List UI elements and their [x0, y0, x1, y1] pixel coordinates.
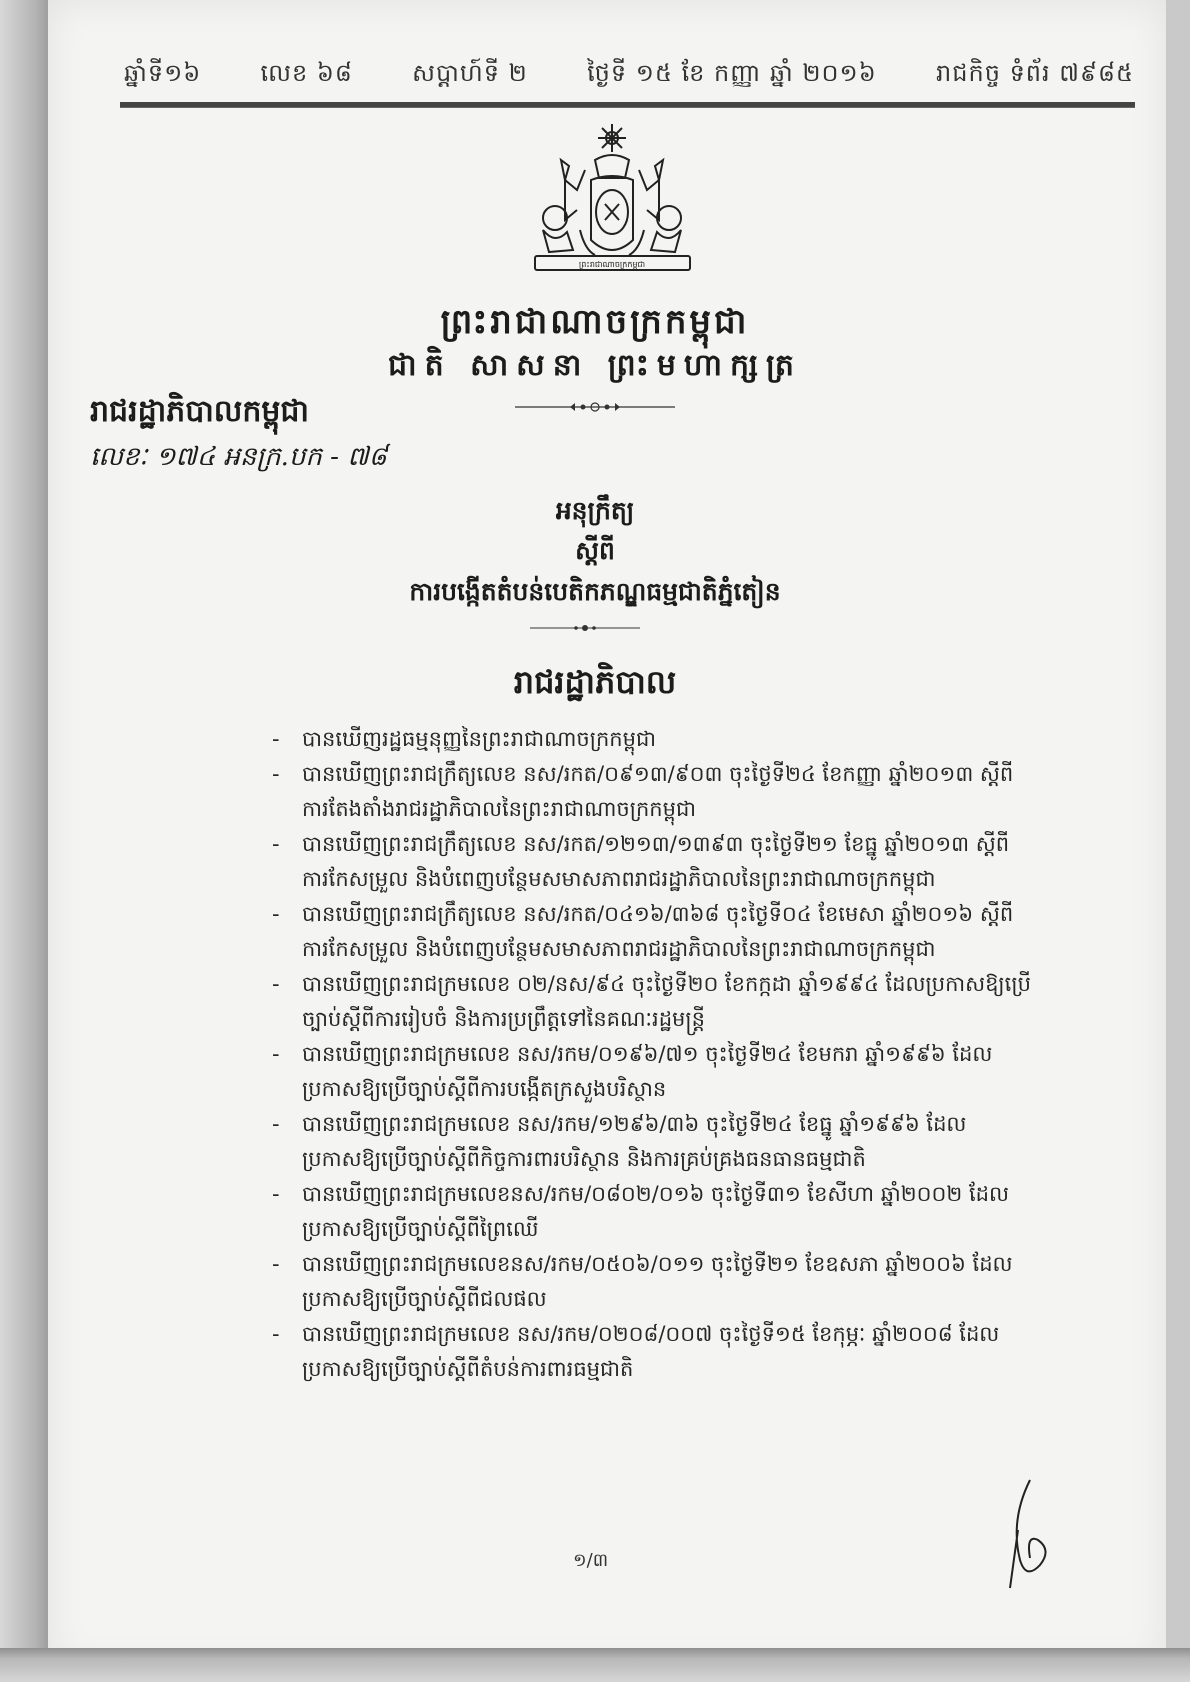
list-item: - បានឃើញព្រះរាជក្រមលេខ នស/រកម/០១៩៦/៧១ ចុះថ្ងៃទី២៤ ខែមករា ឆ្នាំ១៩៩៦ ដែលប្រកាសឱ្យប្រើច្បាប់ស្តីពីការបង្កើតក្រសួងបរិស្ថាន — [272, 1037, 1032, 1107]
list-item: - បានឃើញព្រះរាជក្រមលេខ ០២/នស/៩៤ ចុះថ្ងៃទី២០ ខែកក្កដា ឆ្នាំ១៩៩៤ ដែលប្រកាសឱ្យប្រើច្បាប់ស្តីពីការរៀបចំ និងការប្រព្រឹត្តទៅនៃគណៈរដ្ឋមន្ត្រី — [272, 967, 1032, 1037]
government-title-left: រាជរដ្ឋាភិបាលកម្ពុជា — [90, 394, 309, 429]
crest-ribbon-text: ព្រះរាជាណាចក្រកម្ពុជា — [578, 260, 646, 269]
list-item: - បានឃើញព្រះរាជក្រឹត្យលេខ នស/រកត/០៩១៣/៩០៣ ចុះថ្ងៃទី២៤ ខែកញ្ញា ឆ្នាំ២០១៣ ស្តីពីការតែងតាំងរាជរដ្ឋាភិបាលនៃព្រះរាជាណាចក្រកម្ពុជា — [272, 757, 1032, 827]
list-item: - បានឃើញរដ្ឋធម្មនុញ្ញនៃព្រះរាជាណាចក្រកម្ពុជា — [272, 722, 1032, 757]
list-item: - បានឃើញព្រះរាជក្រមលេខ នស/រកម/១២៩៦/៣៦ ចុះថ្ងៃទី២៤ ខែធ្នូ ឆ្នាំ១៩៩៦ ដែលប្រកាសឱ្យប្រើច្បាប់ស្តីពីកិច្ចការពារបរិស្ថាន និងការគ្រប់គ្រងធនធានធម្មជាតិ — [272, 1107, 1032, 1177]
list-item: - បានឃើញព្រះរាជក្រមលេខ នស/រកម/០២០៨/០០៧ ចុះថ្ងៃទី១៥ ខែកុម្ភៈ ឆ្នាំ២០០៨ ដែលប្រកាសឱ្យប្រើច្បាប់ស្តីពីតំបន់ការពារធម្មជាតិ — [272, 1317, 1032, 1387]
list-item: - បានឃើញព្រះរាជក្រឹត្យលេខ នស/រកត/០៤១៦/៣៦៨ ចុះថ្ងៃទី០៤ ខែមេសា ឆ្នាំ២០១៦ ស្តីពីការកែសម្រួល និងបំពេញបន្ថែមសមាសភាពរាជរដ្ឋាភិបាលនៃព្រះរាជាណាចក្រកម្ពុជា — [272, 897, 1032, 967]
list-item: - បានឃើញព្រះរាជក្រឹត្យលេខ នស/រកត/១២១៣/១៣៩៣ ចុះថ្ងៃទី២១ ខែធ្នូ ឆ្នាំ២០១៣ ស្តីពីការកែសម្រួល និងបំពេញបន្ថែមសមាសភាពរាជរដ្ឋាភិបាលនៃព្រះរាជាណាចក្រកម្ពុជា — [272, 827, 1032, 897]
about-label: ស្តីពី — [575, 536, 615, 565]
reference-number: លេខៈ ១៧៤ អនក្រ.បក - ៧៨ — [90, 442, 387, 472]
header-issue: លេខ ៦៨ — [260, 59, 353, 87]
page-bottom-edge-shadow — [0, 1648, 1190, 1682]
gazette-header — [124, 58, 1134, 93]
kingdom-title: ព្រះរាជាណាចក្រកម្ពុជា — [440, 302, 750, 342]
page-number: ១/៣ — [573, 1550, 609, 1571]
header-date: ថ្ងៃទី ១៥ ខែ កញ្ញា ឆ្នាំ ២០១៦ — [587, 59, 877, 87]
document-type: អនុក្រឹត្យ — [555, 496, 635, 525]
issuer-title: រាជរដ្ឋាភិបាល — [513, 663, 677, 701]
header-rule — [120, 102, 1135, 108]
list-item: - បានឃើញព្រះរាជក្រមលេខនស/រកម/០៨០២/០១៦ ចុះថ្ងៃទី៣១ ខែសីហា ឆ្នាំ២០០២ ដែលប្រកាសឱ្យប្រើច្បាប់ស្តីពីព្រៃឈើ — [272, 1177, 1032, 1247]
document-subject: ការបង្កើតតំបន់បេតិកភណ្ឌធម្មជាតិភ្នំតៀន — [409, 577, 781, 606]
header-gazette-page: រាជកិច្ច ទំព័រ ៧៩៨៥ — [936, 59, 1134, 87]
header-week: សប្តាហ៍ទី ២ — [412, 59, 528, 87]
list-item: - បានឃើញព្រះរាជក្រមលេខនស/រកម/០៥០៦/០១១ ចុះថ្ងៃទី២១ ខែឧសភា ឆ្នាំ២០០៦ ដែលប្រកាសឱ្យប្រើច្បាប់ស្តីពីជលផល — [272, 1247, 1032, 1317]
divider-ornament-small — [530, 622, 640, 634]
royal-coat-of-arms-icon — [525, 120, 700, 290]
national-motto: ជាតិ សាសនា ព្រះមហាក្សត្រ — [388, 348, 802, 383]
header-year: ឆ្នាំទី១៦ — [124, 59, 202, 87]
considerations-list — [272, 722, 1032, 1387]
handwritten-initials-icon — [990, 1470, 1080, 1590]
divider-ornament — [515, 400, 675, 414]
